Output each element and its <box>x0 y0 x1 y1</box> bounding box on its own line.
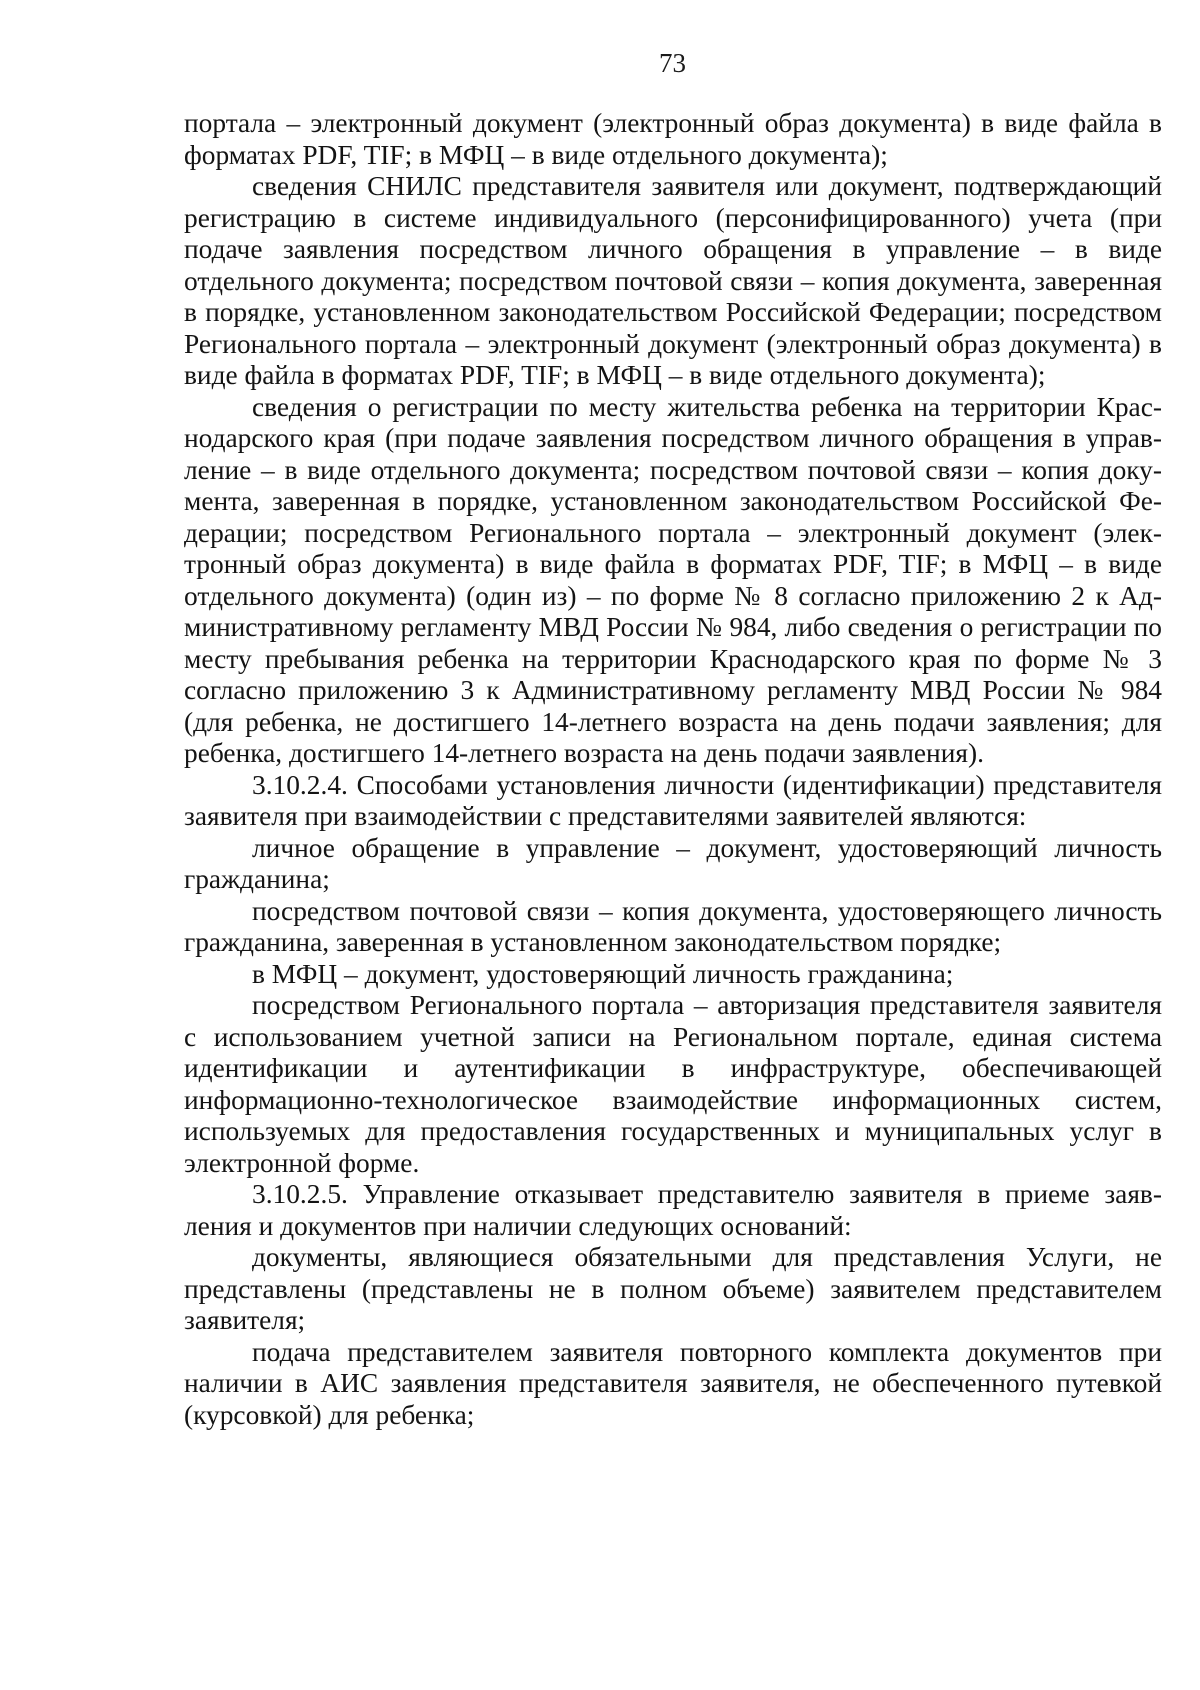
paragraph-3-10-2-4: 3.10.2.4. Способами установления личности (идентификации) представителя заявителя при взаимодействии с представителями заявителей являются: <box>184 769 1162 831</box>
paragraph-documents-missing: документы, являющиеся обязательными для представления Услуги, не представлены (представлены не в полном объеме) заявителем представителем заявителя; <box>184 1242 1162 1335</box>
paragraph-personal-visit: личное обращение в управление – документ, удостоверяющий личность гражданина; <box>184 832 1162 894</box>
paragraph-3-10-2-5: 3.10.2.5. Управление отказывает представителю заявителя в приеме заявления и документов при наличии следующих оснований: <box>184 1179 1162 1241</box>
paragraph-registration: сведения о регистрации по месту жительства ребенка на территории Краснодарского края (при подаче заявления посредством личного обращения в управление – в виде отдельного документа; посредством почтовой связи – копия документа, заверенная в порядке, установленном законодательством Российской Федерации; посредством Регионального портала – электронный документ (электронный образ документа) в виде файла в форматах PDF, TIF; в МФЦ – в виде отдельного документа) (один из) – по форме № 8 согласно приложению 2 к Административному регламенту МВД России № 984, либо сведения о регистрации по месту пребывания ребенка на территории Краснодарского края по форме № 3 согласно приложению 3 к Административному регламенту МВД России № 984 (для ребенка, не достигшего 14-летнего возраста на день подачи заявления; для ребенка, достигшего 14-летнего возраста на день подачи заявления). <box>184 391 1162 768</box>
paragraph-continuation: портала – электронный документ (электронный образ документа) в виде файла в форматах PDF, TIF; в МФЦ – в виде отдельного документа); <box>184 108 1162 170</box>
paragraph-snils: сведения СНИЛС представителя заявителя или документ, подтверждающий регистрацию в системе индивидуального (персонифицированного) учета (при подаче заявления посредством личного обращения в управление – в виде отдельного документа; посредством почтовой связи – копия документа, заверенная в порядке, установленном законодательством Российской Федерации; посредством Регионального портала – электронный документ (электронный образ документа) в виде файла в форматах PDF, TIF; в МФЦ – в виде отдельного документа); <box>184 171 1162 390</box>
paragraph-mfc: в МФЦ – документ, удостоверяющий личность гражданина; <box>252 958 954 989</box>
document-body <box>184 108 1162 1431</box>
paragraph-repeat-submission: подача представителем заявителя повторного комплекта документов при наличии в АИС заявления представителя заявителя, не обеспеченного путевкой (курсовкой) для ребенка; <box>184 1336 1162 1430</box>
paragraph-regional-portal: посредством Регионального портала – авторизация представителя заявителя с использованием учетной записи на Региональном портале, единая система идентификации и аутентификации в инфраструктуре, обеспечивающей информационно-технологическое взаимодействие информационных систем, используемых для предоставления государственных и муниципальных услуг в электронной форме. <box>184 990 1162 1178</box>
paragraph-postal: посредством почтовой связи – копия документа, удостоверяющего личность гражданина, заверенная в установленном законодательством порядке; <box>184 895 1162 957</box>
page-number: 73 <box>659 48 686 78</box>
